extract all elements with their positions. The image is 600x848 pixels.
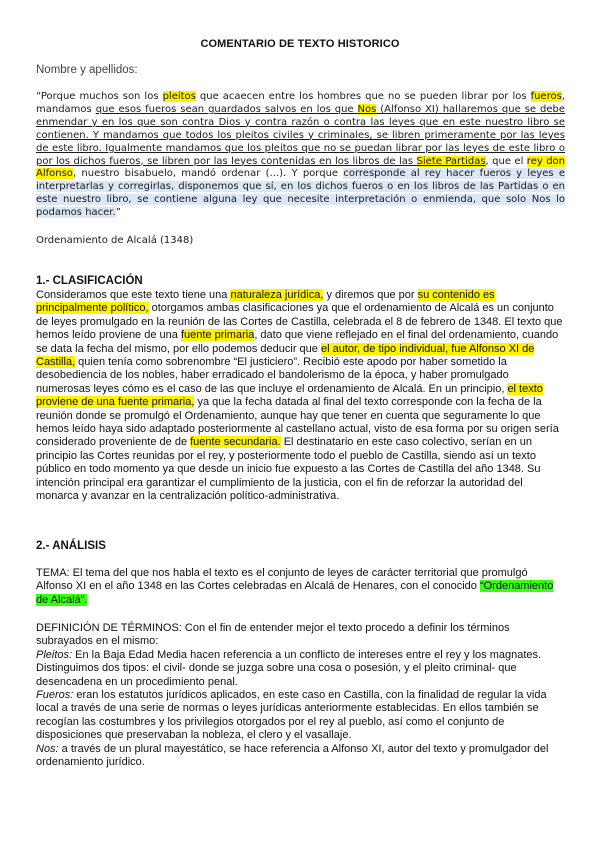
quoted-text (36, 91, 565, 220)
highlight-fuente-secundaria: fuente secundaria. (190, 436, 281, 449)
highlight-pleitos: pleitos (162, 91, 196, 102)
highlight-ordenamiento: “Ordenamiento de Alcalá”. (36, 580, 554, 606)
quote-text: , que el (485, 155, 527, 167)
body-text: Consideramos que este texto tiene una (36, 289, 231, 301)
definition-fueros (36, 689, 566, 743)
quote-text: “Porque muchos son los (36, 91, 163, 102)
document-title: COMENTARIO DE TEXTO HISTORICO (200, 38, 400, 50)
quote-end: ” (115, 207, 121, 219)
quote-text: , mandamos (36, 91, 565, 115)
body-text: quien tenía como sobrenombre “El justiciero”. Recibió este apodo por haber sometido la desobediencia de los nobles, haber erradicado el bandolerismo de la época, y haber promulgado numerosas leyes cómo es el caso de las que incluye el ordenamiento de Alcalá. En un principio, (36, 356, 509, 395)
highlight-rey-alfonso: rey don Alfonso (36, 155, 565, 180)
section-heading-clasificacion: 1.- CLASIFICACIÓN (36, 275, 143, 287)
blue-highlight-text: corresponde al rey hacer fueros y leyes e interpretarlas y corregirlas, disponemos que sí, en los dichos fueros o en los libros de las Partidas o en este nuestro libro, se contiene alguna ley que necesite interpretación o enmienda, que solo Nos lo podamos hacer. (36, 168, 566, 219)
author-label: Nombre y apellidos: (36, 64, 138, 76)
underlined-text: (Alfonso XI) hallaremos que se debe enmendar y en los que son contra Dios y contra razón o contra las leyes que en este nuestro libro se contienen. Y mandamos que todos los pleitos civiles y criminales, se libren primeramente por las leyes de este libro. Igualmente mandamos que los pleitos que no se puedan librar por las leyes de este libro o por los dichos fueros, se libren por las leyes contenidas en los libros de las (36, 103, 565, 167)
body-text: otorgamos ambas clasificaciones ya que el ordenamiento de Alcalá es un conjunto de leyes promulgado en la reunión de las Cortes de Castilla, celebrada el 8 de febrero de 1348. El texto que hemos leído proviene de una (36, 302, 563, 342)
definitions-block (36, 622, 566, 769)
definition-text: a través de un plural mayestático, se hace referencia a Alfonso XI, autor del texto y promulgador del ordenamiento jurídico. (36, 742, 549, 769)
definition-pleitos (36, 649, 566, 689)
section-body-clasificacion (36, 289, 566, 504)
highlight-siete-partidas: Siete Partidas (416, 155, 486, 167)
source-citation: Ordenamiento de Alcalá (1348) (36, 235, 194, 246)
definitions-intro: DEFINICIÓN DE TÉRMINOS: Con el fin de entender mejor el texto procedo a definir los términos subrayados en el mismo: (36, 622, 510, 648)
highlight-texto-fuente: el texto proviene de una fuente primaria, (36, 382, 543, 409)
highlight-fueros: fueros (530, 91, 562, 102)
definition-nos (36, 743, 566, 770)
highlight-fuente-primaria: fuente primaria (180, 329, 255, 342)
body-text: ya que la fecha datada al final del texto corresponde con la fecha de la reunión donde se promulgó el Ordenamiento, aunque hay que tener en cuenta que seguramente lo que hemos leído haya sido adaptado posteriormente al castellano actual, visto de esa forma por su origen sería considerado proveniente de de (36, 396, 559, 449)
body-text: TEMA: El tema del que nos habla el texto es el conjunto de leyes de carácter territorial que promulgó Alfonso XI en el año 1348 en las Cortes celebradas en Alcalá de Henares, con el conocido (36, 567, 528, 593)
highlight-contenido: su contenido es principalmente político, (36, 289, 495, 315)
section-heading-analisis: 2.- ANÁLISIS (36, 540, 106, 552)
body-text: y diremos que por (323, 289, 418, 301)
underlined-text: que esos fueros sean guardados salvos en los que (95, 103, 358, 115)
quote-text: que acaecen entre los hombres que no se pueden librar por los (195, 91, 531, 102)
term-pleitos: Pleitos: (36, 648, 73, 661)
definition-text: En la Baja Edad Media hacen referencia a un conflicto de intereses entre el rey y los magnates. Distinguimos dos tipos: el civil- donde se juzga sobre una cosa o posesión, y el pleito criminal- que desencadena en un procedimiento penal. (36, 648, 542, 688)
highlight-nos: Nos (357, 103, 377, 115)
body-text: El destinatario en este caso colectivo, serían en un principio las Cortes reunidas por el rey, y posteriormente todo el pueblo de Castilla, siendo así un texto público en todo momento ya que desde un inicio fue expuesto a las Cortes de Castilla del año 1348. Su intención principal era garantizar el cumplimiento de la justicia, con el fin de reforzar la autoridad del monarca y avanzar en la centralización político-administrativa. (36, 436, 541, 503)
tema-paragraph (36, 567, 566, 607)
definition-text: eran los estatutos jurídicos aplicados, en este caso en Castilla, con la finalidad de regular la vida local a través de una serie de normas o leyes jurídicas anteriormente establecidas. En ellos también se recogían las costumbres y los privilegios otorgados por el rey al pueblo, así como el conjunto de disposiciones que preservaban la nobleza, el clero y el vasallaje. (36, 689, 547, 742)
highlight-naturaleza: naturaleza jurídica, (230, 289, 324, 301)
body-text: , dato que viene reflejado en el final del ordenamiento, cuando se data la fecha del mismo, por ello podemos deducir que (36, 329, 559, 355)
term-fueros: Fueros: (36, 689, 74, 702)
highlight-autor: el autor, de tipo individual, fue Alfonso XI de Castilla, (36, 342, 535, 369)
term-nos: Nos: (36, 742, 59, 755)
quote-text: , nuestro bisabuelo, mandó ordenar (...). Y porque (72, 168, 344, 180)
